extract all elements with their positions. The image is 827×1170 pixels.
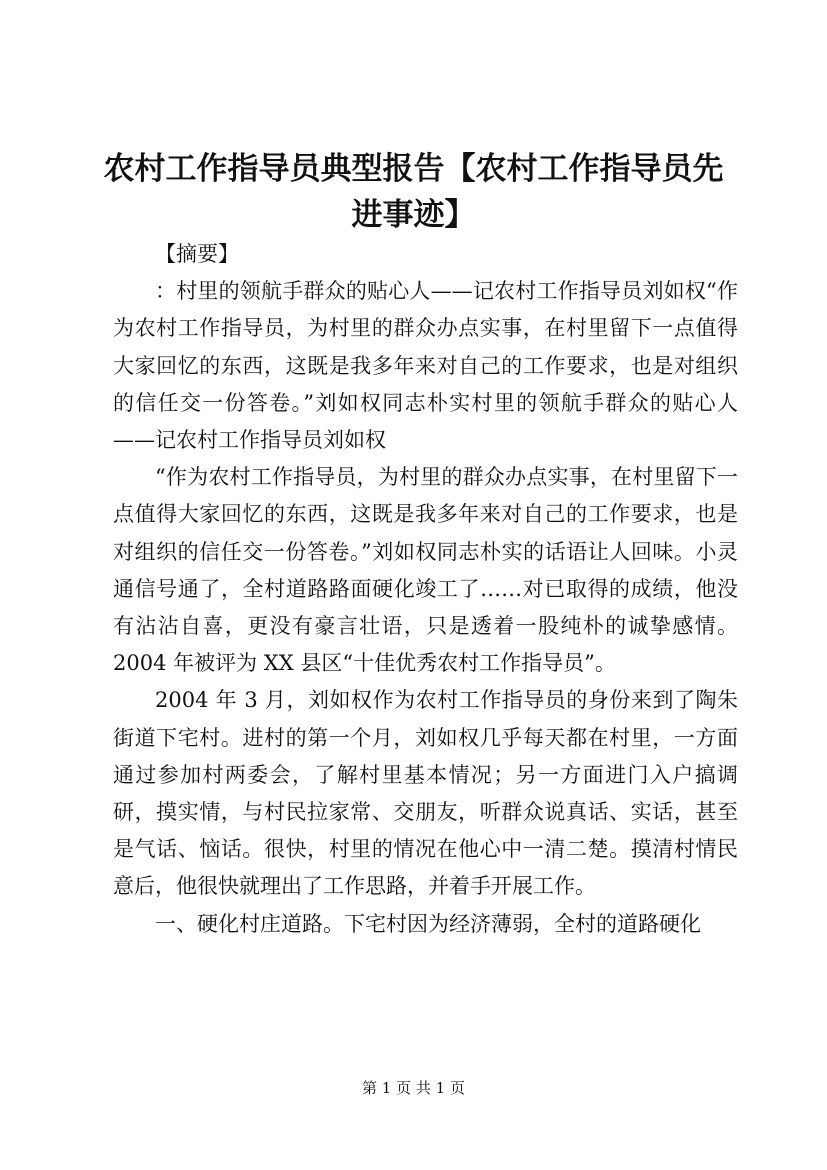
- paragraph-1: ：村里的领航手群众的贴心人——记农村工作指导员刘如权“作为农村工作指导员，为村里的群众办点实事，在村里留下一点值得大家回忆的东西，这既是我多年来对自己的工作要求，也是对组织的信任交一份答卷。”刘如权同志朴实村里的领航手群众的贴心人——记农村工作指导员刘如权: [113, 279, 738, 453]
- abstract-label: 【摘要】: [155, 242, 239, 266]
- paragraph-4: 一、硬化村庄道路。下宅村因为经济薄弱，全村的道路硬化: [155, 911, 701, 936]
- paragraph-3: 2004 年 3 月，刘如权作为农村工作指导员的身份来到了陶朱街道下宅村。进村的第一个月，刘如权几乎每天都在村里，一方面通过参加村两委会，了解村里基本情况；另一方面进门入户搞调研，摸实情，与村民拉家常、交朋友，听群众说真话、实话，甚至是气话、恼话。很快，村里的情况在他心中一清二楚。摸清村情民意后，他很快就理出了工作思路，并着手开展工作。: [113, 688, 738, 899]
- page-footer: 第 1 页 共 1 页: [362, 1079, 465, 1097]
- document-body: [113, 236, 738, 943]
- paragraph-2: “作为农村工作指导员，为村里的群众办点实事，在村里留下一点值得大家回忆的东西，这既是我多年来对自己的工作要求，也是对组织的信任交一份答卷。”刘如权同志朴实的话语让人回味。小灵通信号通了，全村道路路面硬化竣工了……对已取得的成绩，他没有沾沾自喜，更没有豪言壮语，只是透着一股纯朴的诚挚感情。2004 年被评为 XX 县区“十佳优秀农村工作指导员”。: [113, 465, 738, 676]
- document-title: 农村工作指导员典型报告【农村工作指导员先进事迹】: [103, 151, 724, 233]
